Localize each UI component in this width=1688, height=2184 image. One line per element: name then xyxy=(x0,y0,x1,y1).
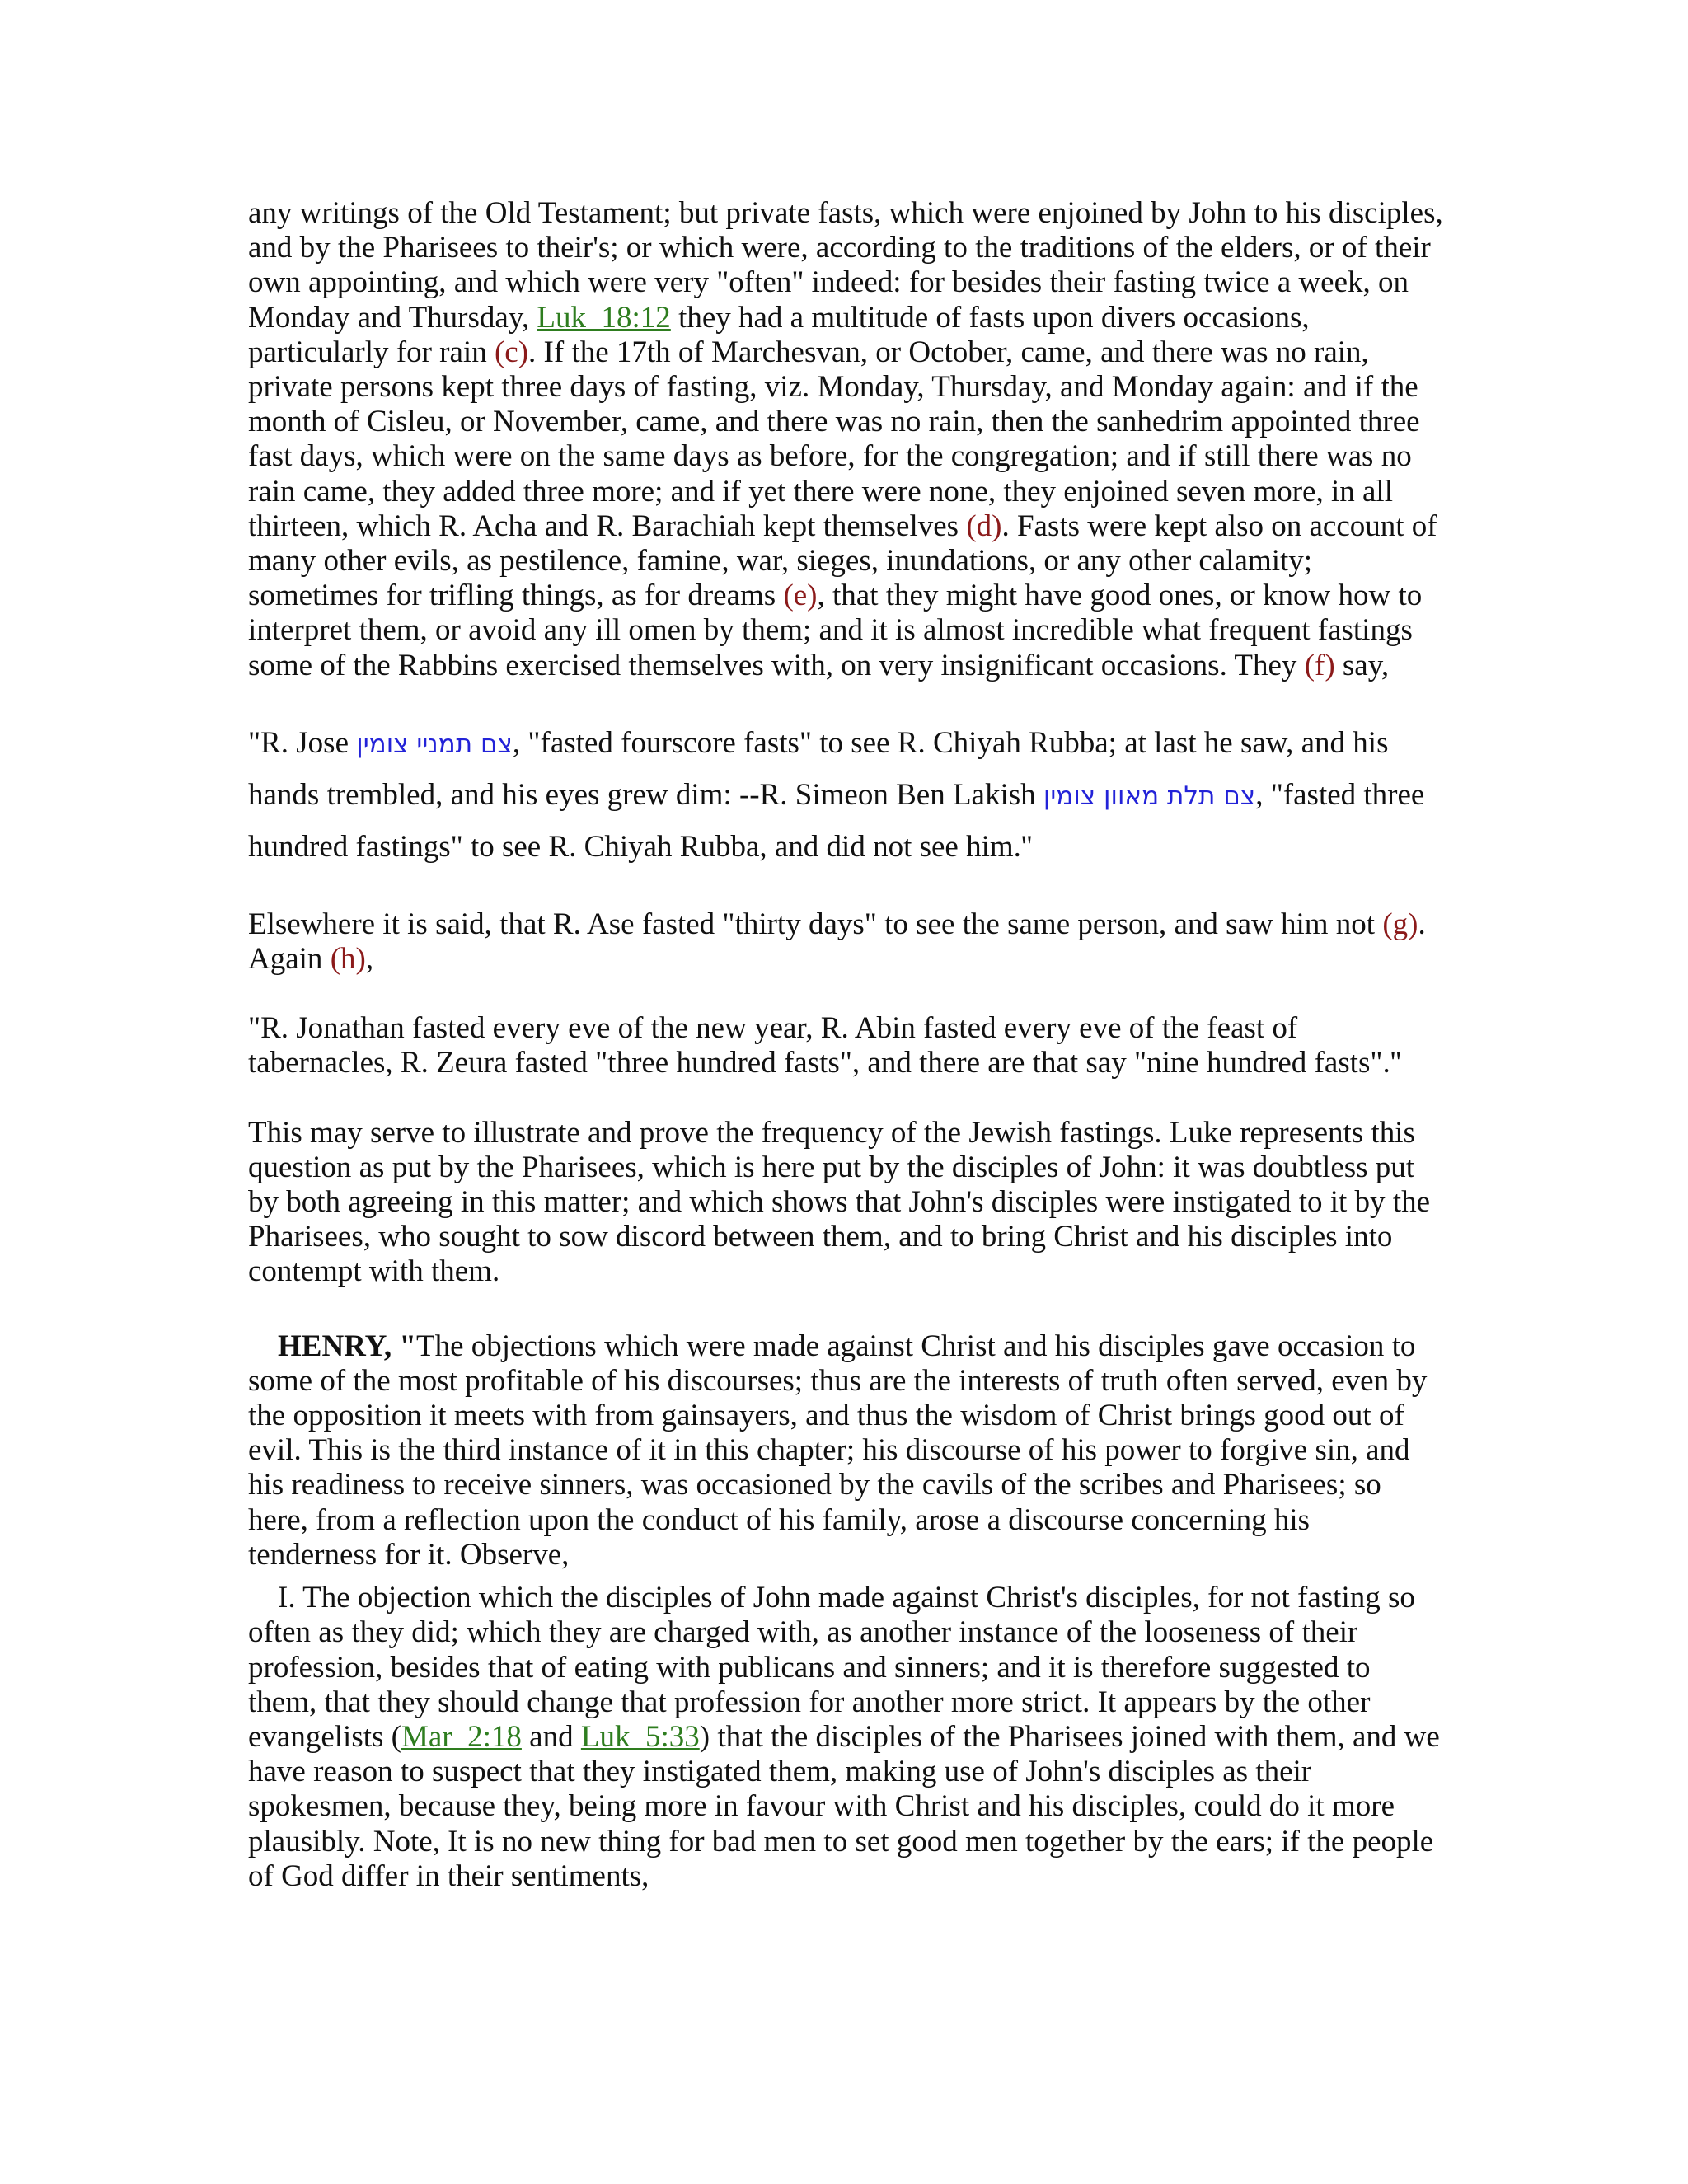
paragraph-text: I. The objection which the disciples of John made against Christ's disciples, for not fasting so often as they did; which they are charged with, as another instance of the looseness of their profession, besides that of eating with publicans and sinners; and it is therefore suggested to them, that they should change that profession for another more strict. It appears by the other evangelists ( xyxy=(248,1581,1415,1754)
paragraph-text: . Fasts were kept also on account of many other evils, as pestilence, famine, war, sieges, inundations, or any other calamity; sometimes for trifling things, as for dreams xyxy=(248,509,1437,613)
commentary-page xyxy=(248,196,1443,1894)
paragraph-text: The objections which were made against Christ and his disciples gave occasion to some of the most profitable of his discourses; thus are the interests of truth often served, even by the opposition it meets with from gainsayers, and thus the wisdom of Christ brings good out of evil. This is the third instance of it in this chapter; his discourse of his power to forgive sin, and his readiness to receive sinners, was occasioned by the cavils of the scribes and Pharisees; so here, from a reflection upon the conduct of his family, arose a discourse concerning his tenderness for it. Observe, xyxy=(248,1329,1428,1572)
paragraph-frequency: This may serve to illustrate and prove the frequency of the Jewish fastings. Luke represents this question as put by the Pharisees, which is here put by the disciples of John: it was doubtless put by both agreeing in this matter; and which shows that John's disciples were instigated to it by the Pharisees, who sought to sow discord between them, and to bring Christ and his disciples into contempt with them. xyxy=(248,1115,1431,1289)
quote-r-jonathan: "R. Jonathan fasted every eve of the new year, R. Abin fasted every eve of the feast of tabernacles, R. Zeura fasted "three hundred fasts", and there are that say "nine hundred fasts".'' xyxy=(248,1011,1402,1080)
paragraph-text: say, xyxy=(1334,648,1390,682)
scripture-link-luk-5-33[interactable]: Luk_5:33 xyxy=(580,1719,700,1754)
footnote-ref-c[interactable]: (c) xyxy=(494,335,529,369)
paragraph-r-ase xyxy=(248,907,1443,977)
footnote-ref-d[interactable]: (d) xyxy=(966,509,1002,543)
paragraph-text: they had a multitude of fasts upon divers occasions, particularly for rain xyxy=(248,300,1310,369)
henry-commentary xyxy=(248,1329,1443,1572)
footnote-ref-g[interactable]: (g) xyxy=(1382,907,1418,941)
paragraph-text: ) that the disciples of the Pharisees joined with them, and we have reason to suspect that they instigated them, making use of John's disciples as their spokesmen, because they, being more in favour with Christ and his disciples, could do it more plausibly. Note, It is no new thing for bad men to set good men together by the ears; if the people of God differ in their sentiments, xyxy=(248,1719,1440,1893)
paragraph-text: Elsewhere it is said, that R. Ase fasted "thirty days" to see the same person, and saw him not xyxy=(248,907,1383,941)
commentator-label: HENRY, " xyxy=(278,1329,416,1363)
quote-text: "R. Jose xyxy=(248,725,357,760)
paragraph-text: , xyxy=(365,942,374,977)
paragraph-text: . If the 17th of Marchesvan, or October, came, and there was no rain, private persons kept three days of fasting, viz. Monday, Thursday, and Monday again: and if the month of Cisleu, or November, came, and there was no rain, then the sanhedrim appointed three fast days, which were on the same days as before, for the congregation; and if still there was no rain came, they added three more; and if yet there were none, they enjoined seven more, in all thirteen, which R. Acha and R. Barachiah kept themselves xyxy=(248,335,1420,543)
footnote-ref-e[interactable]: (e) xyxy=(783,579,818,613)
paragraph-objection xyxy=(248,1581,1443,1894)
hebrew-phrase: צם תלת מאוון צומין xyxy=(1043,780,1256,811)
scripture-link-luk-18-12[interactable]: Luk_18:12 xyxy=(537,300,671,335)
paragraph-fasts xyxy=(248,196,1443,683)
paragraph-text: any writings of the Old Testament; but private fasts, which were enjoined by John to his disciples, and by the Pharisees to their's; or which were, according to the traditions of the elders, or of their own appointing, and which were very "often" indeed: for besides their fasting twice a week, on Monday and Thursday, xyxy=(248,196,1443,335)
paragraph-text: , that they might have good ones, or know how to interpret them, or avoid any ill omen by them; and it is almost incredible what frequent fastings some of the Rabbins exercised themselves with, on very insignificant occasions. They xyxy=(248,579,1423,682)
scripture-link-mar-2-18[interactable]: Mar_2:18 xyxy=(401,1719,522,1754)
paragraph-text: . Again xyxy=(248,907,1426,977)
quote-text: , "fasted three hundred fastings" to see R. Chiyah Rubba, and did not see him.'' xyxy=(248,777,1425,864)
footnote-ref-h[interactable]: (h) xyxy=(330,942,366,977)
quote-r-jose xyxy=(248,718,1443,873)
paragraph-text: and xyxy=(521,1719,581,1754)
quote-text: , "fasted fourscore fasts" to see R. Chiyah Rubba; at last he saw, and his hands trembled, and his eyes grew dim: --R. Simeon Ben Lakish xyxy=(248,725,1389,812)
hebrew-phrase: צם תמניי צומין xyxy=(356,729,513,759)
footnote-ref-f[interactable]: (f) xyxy=(1304,648,1335,682)
